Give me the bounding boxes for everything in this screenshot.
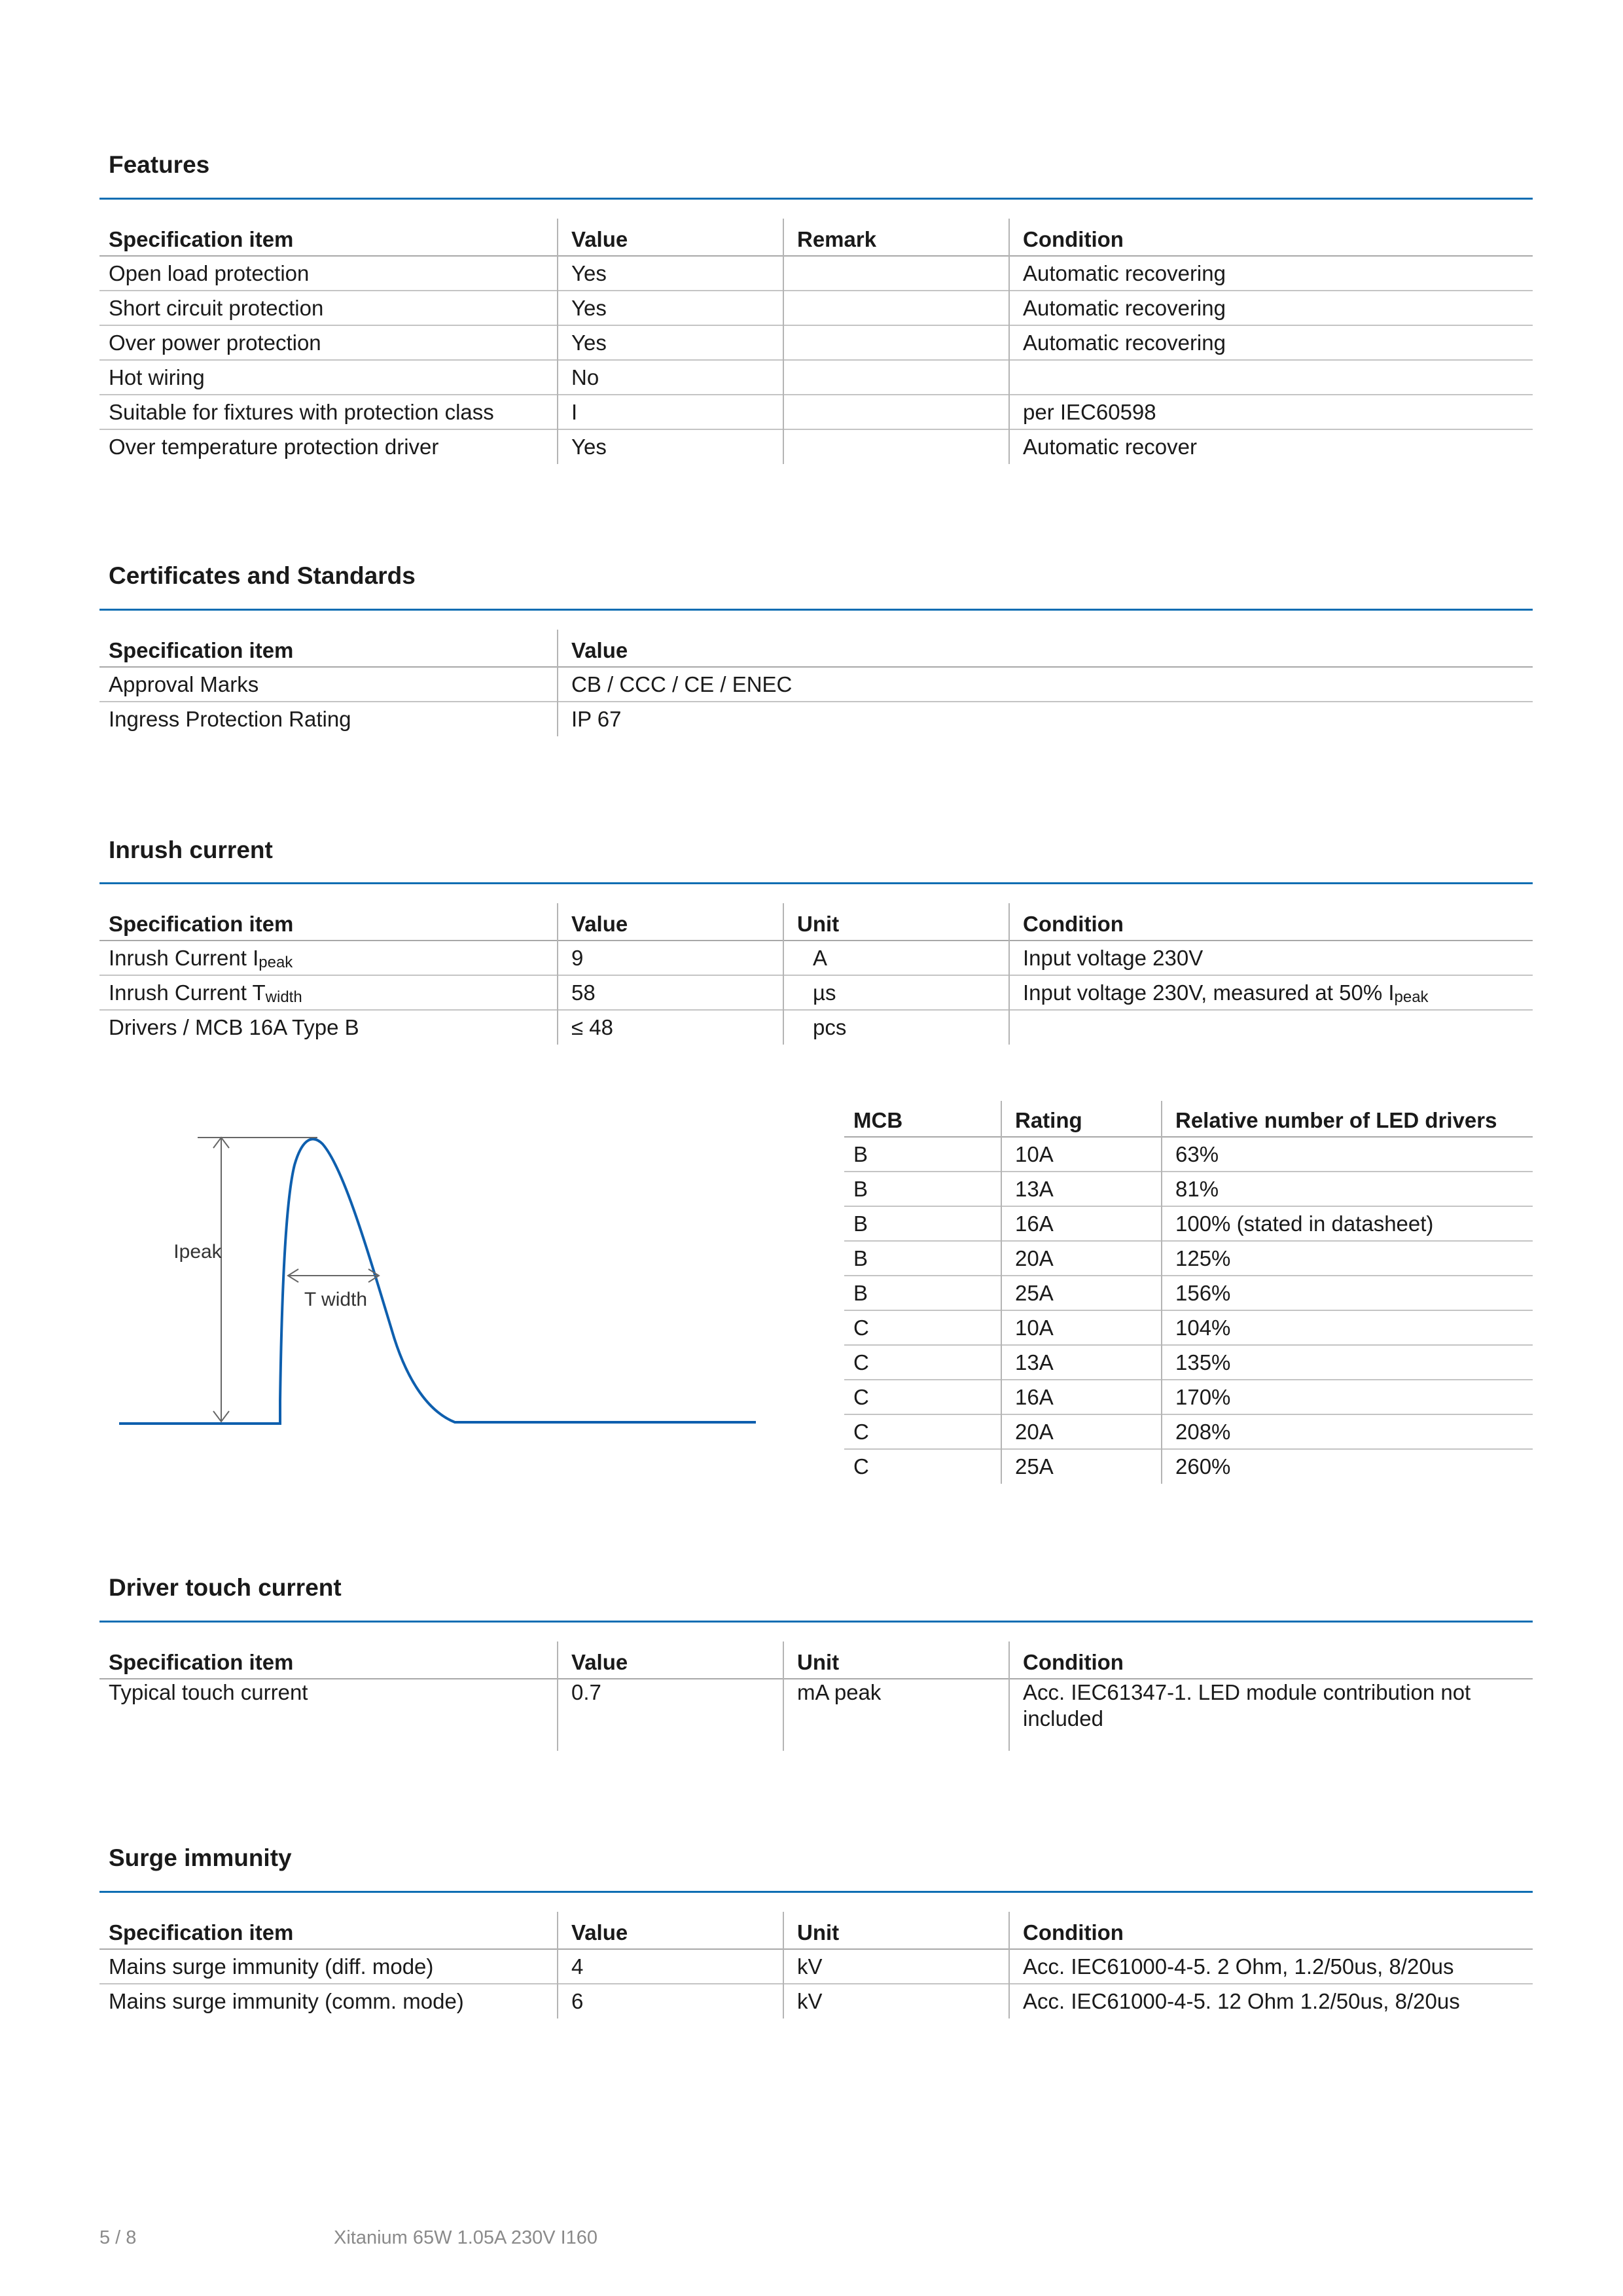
table-row <box>844 1380 1533 1414</box>
cell-rating: 20A <box>1001 1241 1162 1276</box>
cell-condition: per IEC60598 <box>1009 395 1533 429</box>
table-row <box>99 325 1533 360</box>
condition-text: Input voltage 230V, measured at 50% I <box>1023 980 1395 1005</box>
table-row <box>844 1310 1533 1345</box>
cell-value: Yes <box>558 429 783 464</box>
cell-value: 6 <box>558 1984 783 2018</box>
cell-item <box>99 1010 558 1045</box>
header-value: Value <box>558 903 783 941</box>
cell-relative: 260% <box>1162 1449 1533 1484</box>
header-specification-item: Specification item <box>109 638 294 663</box>
cell-rating: 25A <box>1001 1449 1162 1484</box>
header-value: Value <box>558 630 1533 667</box>
table-row <box>99 1949 1533 1984</box>
cell-rating: 16A <box>1001 1206 1162 1241</box>
cell-unit: A <box>783 941 1009 975</box>
cell-condition: Acc. IEC61000-4-5. 12 Ohm 1.2/50us, 8/20us <box>1009 1984 1533 2018</box>
cell-rating: 16A <box>1001 1380 1162 1414</box>
cell-item: Mains surge immunity (diff. mode) <box>109 1954 434 1979</box>
cell-mcb: C <box>853 1315 869 1340</box>
cell-remark <box>783 256 1009 291</box>
cell-condition <box>1009 941 1533 975</box>
header-condition: Condition <box>1009 903 1533 941</box>
cell-item <box>99 941 558 975</box>
item-text: Inrush Current I <box>109 945 259 970</box>
cell-item: Open load protection <box>109 260 310 285</box>
table-row <box>844 1206 1533 1241</box>
table-header-row <box>99 1912 1533 1949</box>
cell-mcb: B <box>853 1176 868 1201</box>
cell-remark <box>783 395 1009 429</box>
cell-condition: Acc. IEC61000-4-5. 2 Ohm, 1.2/50us, 8/20us <box>1009 1949 1533 1984</box>
table-row <box>844 1172 1533 1206</box>
item-subscript: peak <box>259 953 293 971</box>
features-table <box>99 219 1533 464</box>
table-row <box>844 1241 1533 1276</box>
cell-condition <box>1009 975 1533 1010</box>
cell-value: ≤ 48 <box>558 1010 783 1045</box>
condition-text: Input voltage 230V <box>1023 945 1204 970</box>
cell-value: Yes <box>558 325 783 360</box>
cell-condition: Automatic recover <box>1009 429 1533 464</box>
cell-remark <box>783 291 1009 325</box>
cell-condition <box>1009 360 1533 395</box>
header-unit: Unit <box>783 1641 1009 1679</box>
table-header-row <box>99 630 1533 667</box>
cell-mcb: B <box>853 1246 868 1270</box>
cell-item: Ingress Protection Rating <box>109 707 351 732</box>
product-name: Xitanium 65W 1.05A 230V I160 <box>334 2227 598 2248</box>
table-row <box>99 360 1533 395</box>
cell-unit: pcs <box>783 1010 1009 1045</box>
cell-value: CB / CCC / CE / ENEC <box>558 667 1533 702</box>
header-condition: Condition <box>1009 1641 1533 1679</box>
certificates-rule <box>99 609 1533 611</box>
table-row <box>99 941 1533 975</box>
item-subscript: width <box>265 988 302 1006</box>
cell-mcb: B <box>853 1211 868 1236</box>
certificates-title: Certificates and Standards <box>109 562 416 589</box>
cell-value: 4 <box>558 1949 783 1984</box>
cell-item: Over temperature protection driver <box>109 435 439 459</box>
cell-unit: µs <box>783 975 1009 1010</box>
peak-dimension-line <box>198 1138 317 1422</box>
item-text: Drivers / MCB 16A Type B <box>109 1015 359 1040</box>
header-relative-number: Relative number of LED drivers <box>1162 1101 1533 1137</box>
cell-item: Typical touch current <box>109 1680 308 1704</box>
header-specification-item: Specification item <box>109 1920 294 1945</box>
cell-relative: 208% <box>1162 1414 1533 1449</box>
cell-unit: mA peak <box>783 1679 1009 1751</box>
cell-item <box>99 975 558 1010</box>
cell-remark <box>783 325 1009 360</box>
table-row <box>99 667 1533 702</box>
features-rule <box>99 198 1533 200</box>
certificates-table <box>99 630 1533 736</box>
header-condition: Condition <box>1009 219 1533 256</box>
cell-mcb: B <box>853 1141 868 1166</box>
header-value: Value <box>558 1912 783 1949</box>
surge-table <box>99 1912 1533 2018</box>
cell-mcb: B <box>853 1280 868 1305</box>
cell-remark <box>783 360 1009 395</box>
touch-rule <box>99 1621 1533 1623</box>
table-header-row <box>844 1101 1533 1137</box>
cell-condition: Acc. IEC61347-1. LED module contribution not included <box>1009 1679 1533 1751</box>
surge-rule <box>99 1891 1533 1893</box>
cell-value: 58 <box>558 975 783 1010</box>
inrush-rule <box>99 882 1533 884</box>
cell-value: Yes <box>558 256 783 291</box>
table-row <box>844 1449 1533 1484</box>
cell-mcb: C <box>853 1384 869 1409</box>
table-row <box>99 1679 1533 1751</box>
cell-item: Approval Marks <box>109 672 259 696</box>
table-row <box>99 291 1533 325</box>
cell-rating: 10A <box>1001 1310 1162 1345</box>
twidth-label: T width <box>304 1289 368 1310</box>
table-row <box>99 395 1533 429</box>
table-row <box>844 1345 1533 1380</box>
cell-rating: 13A <box>1001 1172 1162 1206</box>
cell-item: Hot wiring <box>109 365 205 389</box>
cell-value: No <box>558 360 783 395</box>
table-header-row <box>99 903 1533 941</box>
cell-condition: Automatic recovering <box>1009 256 1533 291</box>
inrush-pulse-diagram <box>105 1113 772 1453</box>
width-dimension-line <box>288 1269 379 1282</box>
cell-relative: 104% <box>1162 1310 1533 1345</box>
table-row <box>99 702 1533 736</box>
surge-title: Surge immunity <box>109 1844 292 1871</box>
cell-rating: 10A <box>1001 1137 1162 1172</box>
page-number: 5 / 8 <box>99 2227 137 2248</box>
table-row <box>99 1984 1533 2018</box>
touch-title: Driver touch current <box>109 1574 342 1601</box>
table-row <box>99 256 1533 291</box>
cell-mcb: C <box>853 1350 869 1374</box>
header-remark: Remark <box>783 219 1009 256</box>
cell-relative: 125% <box>1162 1241 1533 1276</box>
cell-value: 9 <box>558 941 783 975</box>
cell-value: IP 67 <box>558 702 1533 736</box>
cell-value: I <box>558 395 783 429</box>
inrush-pulse-curve <box>119 1139 756 1424</box>
cell-unit: kV <box>783 1984 1009 2018</box>
table-row <box>99 1010 1533 1045</box>
header-specification-item: Specification item <box>109 1650 294 1675</box>
cell-item: Short circuit protection <box>109 295 324 320</box>
mcb-table <box>844 1101 1533 1484</box>
header-value: Value <box>558 219 783 256</box>
touch-table <box>99 1641 1533 1751</box>
table-row <box>844 1276 1533 1310</box>
cell-condition: Automatic recovering <box>1009 291 1533 325</box>
cell-rating: 20A <box>1001 1414 1162 1449</box>
cell-mcb: C <box>853 1454 869 1479</box>
cell-mcb: C <box>853 1419 869 1444</box>
cell-relative: 156% <box>1162 1276 1533 1310</box>
cell-condition <box>1009 1010 1533 1045</box>
ipeak-label: Ipeak <box>173 1241 222 1263</box>
cell-unit: kV <box>783 1949 1009 1984</box>
inrush-title: Inrush current <box>109 836 273 863</box>
header-unit: Unit <box>783 903 1009 941</box>
header-value: Value <box>558 1641 783 1679</box>
table-row <box>99 975 1533 1010</box>
header-specification-item: Specification item <box>109 227 294 252</box>
cell-relative: 170% <box>1162 1380 1533 1414</box>
cell-item: Suitable for fixtures with protection class <box>109 399 494 424</box>
table-row <box>99 429 1533 464</box>
inrush-table <box>99 903 1533 1045</box>
cell-condition: Automatic recovering <box>1009 325 1533 360</box>
table-row <box>844 1137 1533 1172</box>
header-specification-item: Specification item <box>109 912 294 937</box>
header-condition: Condition <box>1009 1912 1533 1949</box>
table-header-row <box>99 219 1533 256</box>
header-mcb: MCB <box>853 1108 903 1133</box>
features-title: Features <box>109 151 210 178</box>
condition-subscript: peak <box>1394 988 1429 1006</box>
cell-relative: 81% <box>1162 1172 1533 1206</box>
cell-remark <box>783 429 1009 464</box>
cell-item: Mains surge immunity (comm. mode) <box>109 1989 464 2014</box>
cell-relative: 135% <box>1162 1345 1533 1380</box>
header-unit: Unit <box>783 1912 1009 1949</box>
header-rating: Rating <box>1001 1101 1162 1137</box>
cell-value: Yes <box>558 291 783 325</box>
cell-item: Over power protection <box>109 330 321 355</box>
cell-rating: 25A <box>1001 1276 1162 1310</box>
cell-relative: 63% <box>1162 1137 1533 1172</box>
cell-rating: 13A <box>1001 1345 1162 1380</box>
table-row <box>844 1414 1533 1449</box>
table-header-row <box>99 1641 1533 1679</box>
cell-value: 0.7 <box>558 1679 783 1751</box>
item-text: Inrush Current T <box>109 980 266 1005</box>
cell-relative: 100% (stated in datasheet) <box>1162 1206 1533 1241</box>
